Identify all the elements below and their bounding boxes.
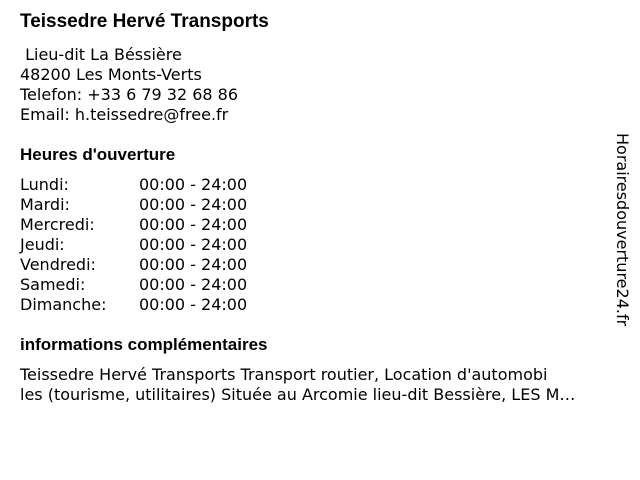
hours-row-tuesday (20, 195, 610, 215)
hours-time: 00:00 - 24:00 (139, 275, 248, 294)
hours-day: Jeudi: (20, 235, 65, 254)
hours-day: Mercredi: (20, 215, 95, 234)
business-card (20, 10, 610, 405)
address-city: 48200 Les Monts-Verts (20, 65, 202, 84)
hours-row-sunday (20, 295, 610, 315)
hours-day: Dimanche: (20, 295, 107, 314)
address-street: Lieu-dit La Béssière (20, 45, 182, 64)
phone-line: Telefon: +33 6 79 32 68 86 (20, 85, 239, 104)
site-watermark: Horairesdouverture24.fr (613, 133, 632, 327)
hours-time: 00:00 - 24:00 (139, 215, 248, 234)
contact-block (20, 45, 610, 125)
hours-row-wednesday (20, 215, 610, 235)
hours-day: Mardi: (20, 195, 70, 214)
hours-row-friday (20, 255, 610, 275)
info-heading: informations complémentaires (20, 335, 268, 354)
hours-row-monday (20, 175, 610, 195)
info-line: les (tourisme, utilitaires) Située au Arcomie lieu-dit Bessière, LES M… (20, 385, 576, 404)
hours-day: Samedi: (20, 275, 86, 294)
hours-heading: Heures d'ouverture (20, 145, 176, 164)
hours-time: 00:00 - 24:00 (139, 175, 248, 194)
email-line: Email: h.teissedre@free.fr (20, 105, 229, 124)
hours-day: Vendredi: (20, 255, 96, 274)
business-name: Teissedre Hervé Transports (20, 11, 269, 32)
hours-time: 00:00 - 24:00 (139, 295, 248, 314)
hours-time: 00:00 - 24:00 (139, 235, 248, 254)
info-line: Teissedre Hervé Transports Transport routier, Location d'automobi (20, 365, 548, 384)
hours-table (20, 175, 610, 315)
hours-day: Lundi: (20, 175, 69, 194)
info-description (20, 365, 632, 405)
hours-time: 00:00 - 24:00 (139, 255, 248, 274)
hours-time: 00:00 - 24:00 (139, 195, 248, 214)
hours-row-thursday (20, 235, 610, 255)
hours-row-saturday (20, 275, 610, 295)
